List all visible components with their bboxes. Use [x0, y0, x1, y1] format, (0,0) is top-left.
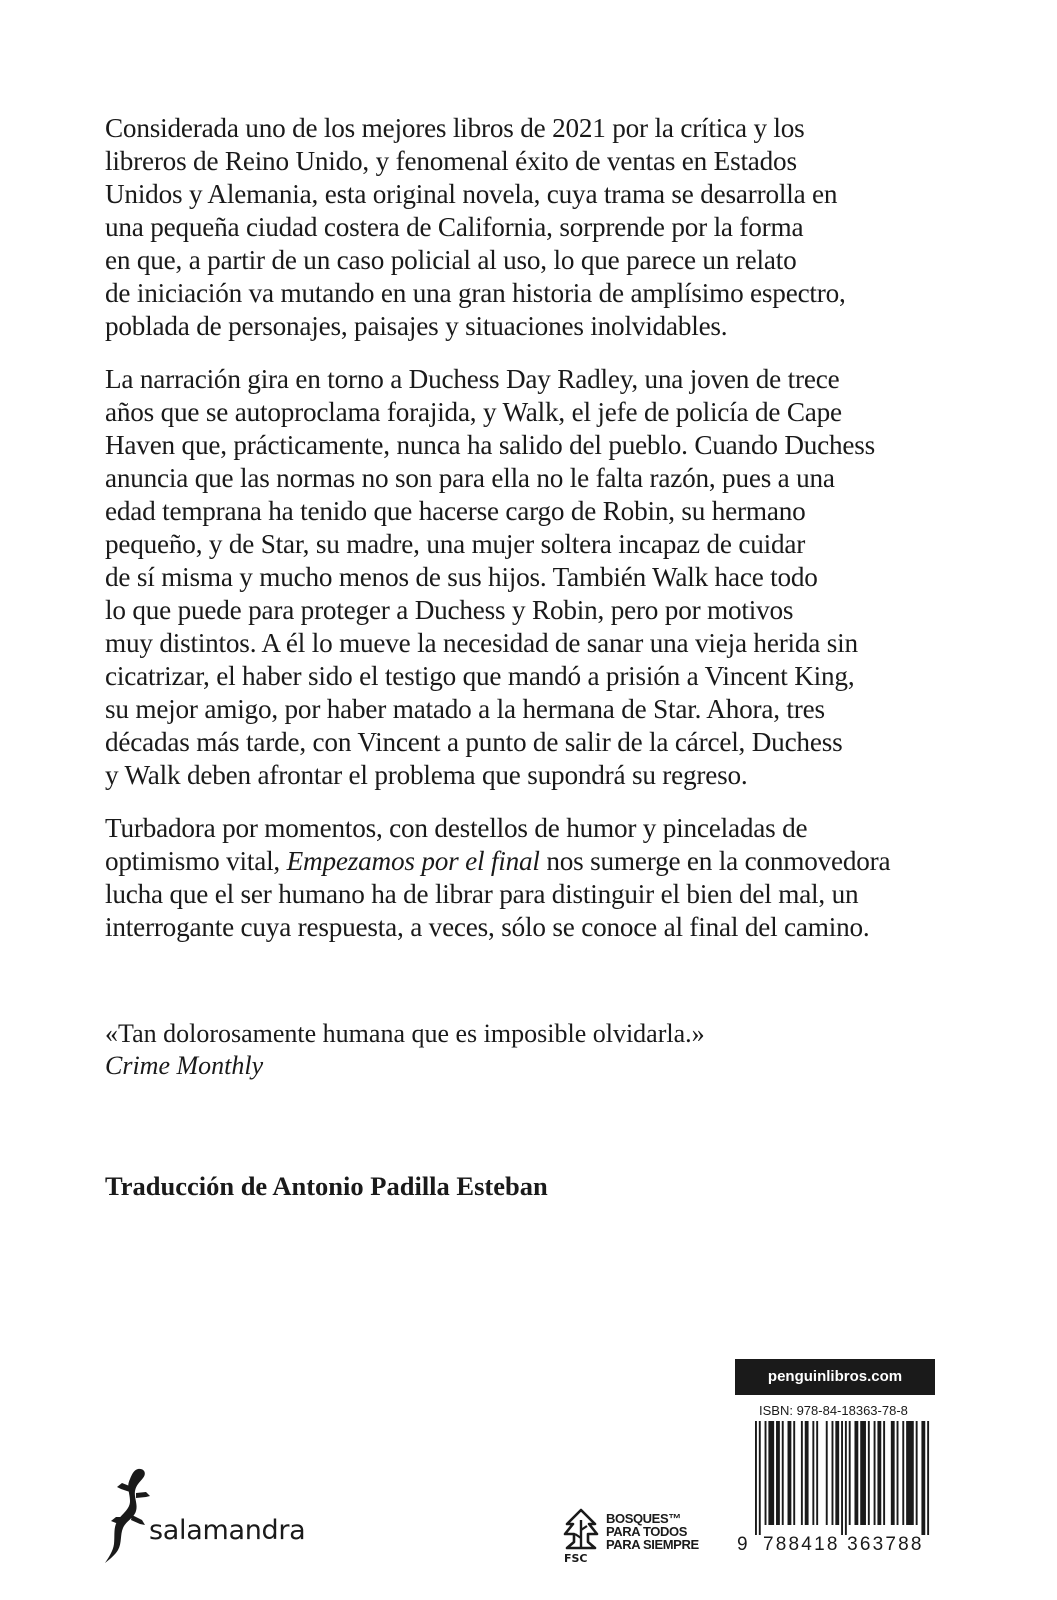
- slogan-line: PARA TODOS: [606, 1524, 687, 1539]
- fsc-slogan: [606, 1512, 716, 1551]
- synopsis-paragraph-2: [105, 363, 955, 792]
- quote-text: «Tan dolorosamente humana que es imposible olvidarla.»: [105, 1019, 705, 1048]
- text-line: Considerada uno de los mejores libros de 2021 por la crítica y los: [105, 113, 805, 143]
- barcode-block: [735, 1359, 935, 1569]
- text-line: su mejor amigo, por haber matado a la hermana de Star. Ahora, tres: [105, 694, 825, 724]
- barcode-bar: [768, 1421, 774, 1525]
- barcode-bar: [891, 1421, 895, 1525]
- barcode-bar: [788, 1421, 792, 1525]
- text-line: [105, 845, 955, 878]
- barcode-bar: [877, 1421, 881, 1525]
- slogan-line: BOSQUES™: [606, 1511, 681, 1526]
- text-line: libreros de Reino Unido, y fenomenal éxito de ventas en Estados: [105, 146, 797, 176]
- text-line: Turbadora por momentos, con destellos de humor y pinceladas de: [105, 813, 808, 843]
- text-line: años que se autoproclama forajida, y Walk, el jefe de policía de Cape: [105, 397, 842, 427]
- text-line: una pequeña ciudad costera de California, sorprende por la forma: [105, 212, 804, 242]
- barcode-bar: [776, 1421, 780, 1525]
- barcode-bar: [826, 1421, 828, 1525]
- barcode-bar: [845, 1421, 847, 1535]
- barcode-icon: [755, 1421, 931, 1535]
- barcode-lead-digit: 9: [737, 1534, 750, 1555]
- barcode-bar: [906, 1421, 914, 1525]
- barcode-bar: [832, 1421, 834, 1525]
- text-line: interrogante cuya respuesta, a veces, sólo se conoce al final del camino.: [105, 912, 870, 942]
- text-run: nos sumerge en la conmovedora: [539, 846, 891, 876]
- isbn-label: ISBN: 978-84-18363-78-8: [759, 1403, 908, 1418]
- salamander-icon: [102, 1465, 152, 1565]
- text-line: de sí misma y mucho menos de sus hijos. También Walk hace todo: [105, 562, 818, 592]
- text-run: optimismo vital,: [105, 846, 287, 876]
- book-title: Empezamos por el final: [286, 846, 540, 876]
- text-line: edad temprana ha tenido que hacerse cargo de Robin, su hermano: [105, 496, 806, 526]
- text-line: muy distintos. A él lo mueve la necesidad de sanar una vieja herida sin: [105, 628, 858, 658]
- barcode-bar: [816, 1421, 818, 1525]
- barcode-bar: [874, 1421, 876, 1525]
- fsc-logo: [562, 1508, 712, 1568]
- review-quote: [105, 1018, 705, 1082]
- text-line: cicatrizar, el haber sido el testigo que mandó a prisión a Vincent King,: [105, 661, 855, 691]
- barcode-bar: [765, 1421, 767, 1525]
- text-line: poblada de personajes, paisajes y situaciones inolvidables.: [105, 311, 728, 341]
- slogan-line: PARA SIEMPRE: [606, 1537, 699, 1552]
- barcode-bar: [793, 1421, 795, 1525]
- quote-source: Crime Monthly: [105, 1051, 264, 1080]
- barcode-bar: [755, 1421, 757, 1535]
- text-line: lo que puede para proteger a Duchess y Robin, pero por motivos: [105, 595, 794, 625]
- synopsis-paragraph-3: [105, 812, 955, 944]
- barcode-bar: [835, 1421, 839, 1525]
- barcode-bar: [841, 1421, 843, 1535]
- synopsis-paragraph-1: [105, 112, 955, 343]
- barcode-bar: [860, 1421, 866, 1525]
- barcode-main-digits: 788418 363788: [763, 1534, 924, 1555]
- barcode-bar: [759, 1421, 761, 1535]
- fsc-tree-icon: [562, 1508, 600, 1554]
- barcode-bar: [921, 1421, 925, 1535]
- barcode-bar: [805, 1421, 809, 1525]
- barcode-bar: [801, 1421, 803, 1525]
- barcode-bar: [902, 1421, 904, 1525]
- text-line: en que, a partir de un caso policial al uso, lo que parece un relato: [105, 245, 797, 275]
- barcode-bar: [916, 1421, 918, 1525]
- barcode-bar: [782, 1421, 784, 1525]
- barcode-bar: [897, 1421, 899, 1525]
- website-banner: penguinlibros.com: [735, 1359, 935, 1395]
- translator-credit: Traducción de Antonio Padilla Esteban: [105, 1171, 548, 1201]
- barcode-bar: [812, 1421, 814, 1525]
- barcode-bar: [868, 1421, 870, 1525]
- publisher-logo: [102, 1465, 322, 1565]
- barcode-bar: [927, 1421, 929, 1535]
- text-line: décadas más tarde, con Vincent a punto de salir de la cárcel, Duchess: [105, 727, 843, 757]
- synopsis: [105, 112, 955, 964]
- text-line: lucha que el ser humano ha de librar para distinguir el bien del mal, un: [105, 879, 859, 909]
- text-line: Unidos y Alemania, esta original novela, cuya trama se desarrolla en: [105, 179, 838, 209]
- text-line: La narración gira en torno a Duchess Day Radley, una joven de trece: [105, 364, 840, 394]
- fsc-label: FSC: [564, 1552, 588, 1565]
- barcode-bar: [883, 1421, 885, 1525]
- publisher-name: salamandra: [149, 1515, 306, 1546]
- text-line: y Walk deben afrontar el problema que supondrá su regreso.: [105, 760, 748, 790]
- text-line: pequeño, y de Star, su madre, una mujer soltera incapaz de cuidar: [105, 529, 806, 559]
- text-line: anuncia que las normas no son para ella no le falta razón, pues a una: [105, 463, 835, 493]
- text-line: Haven que, prácticamente, nunca ha salido del pueblo. Cuando Duchess: [105, 430, 876, 460]
- barcode-bar: [849, 1421, 851, 1525]
- barcode-bar: [854, 1421, 858, 1525]
- text-line: de iniciación va mutando en una gran historia de amplísimo espectro,: [105, 278, 846, 308]
